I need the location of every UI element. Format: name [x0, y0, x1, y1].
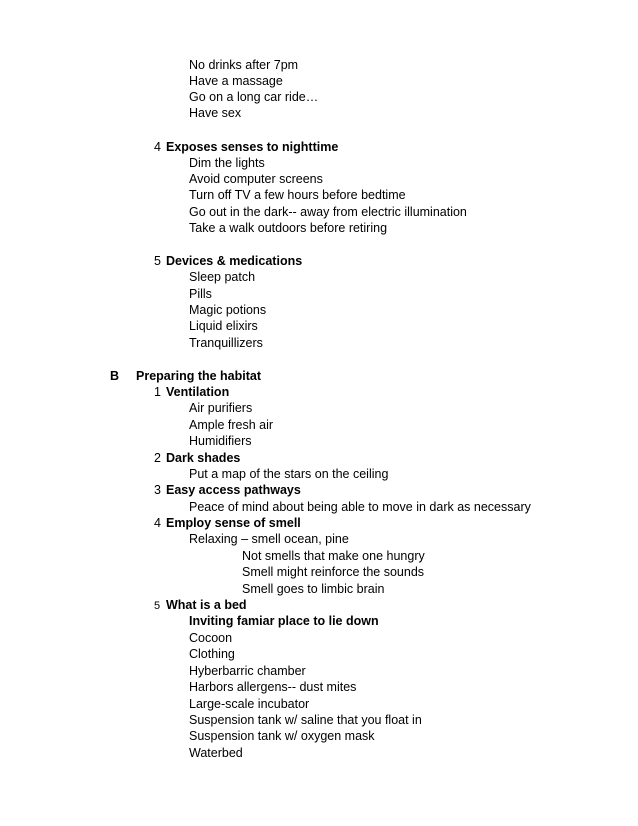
section-heading: Devices & medications	[166, 254, 303, 268]
list-item: Large-scale incubator	[189, 697, 310, 711]
list-item: Waterbed	[189, 746, 243, 760]
section-number: 5	[154, 600, 161, 612]
list-item: Turn off TV a few hours before bedtime	[189, 188, 406, 202]
section-number: 4	[154, 140, 161, 154]
list-item: Cocoon	[189, 631, 233, 645]
section-heading: Easy access pathways	[166, 483, 301, 497]
list-item: Air purifiers	[189, 401, 253, 415]
section-heading: Dark shades	[166, 451, 241, 465]
section-heading: Exposes senses to nighttime	[166, 140, 339, 154]
list-item: Peace of mind about being able to move in dark as necessary	[189, 500, 531, 514]
sub-list-item: Not smells that make one hungry	[242, 549, 425, 563]
list-item: Have a massage	[189, 74, 283, 88]
list-item: Suspension tank w/ oxygen mask	[189, 729, 375, 743]
section-number: 2	[154, 451, 161, 465]
list-item: Ample fresh air	[189, 418, 274, 432]
list-item: Go out in the dark-- away from electric illumination	[189, 205, 467, 219]
section-heading: Ventilation	[166, 385, 230, 399]
section-heading: What is a bed	[166, 598, 247, 612]
list-item: Put a map of the stars on the ceiling	[189, 467, 389, 481]
list-item: Sleep patch	[189, 270, 256, 284]
part-heading: Preparing the habitat	[136, 369, 262, 383]
section-number: 5	[154, 254, 161, 268]
list-item: Pills	[189, 287, 212, 301]
sub-list-item: Smell might reinforce the sounds	[242, 565, 425, 579]
list-item: Take a walk outdoors before retiring	[189, 221, 388, 235]
list-item: Liquid elixirs	[189, 319, 258, 333]
section-number: 1	[154, 385, 161, 399]
section-number: 3	[154, 483, 161, 497]
list-item: Harbors allergens-- dust mites	[189, 680, 357, 694]
list-item: Clothing	[189, 647, 235, 661]
sub-list-item: Smell goes to limbic brain	[242, 582, 385, 596]
list-item: Magic potions	[189, 303, 267, 317]
list-item: Hyberbarric chamber	[189, 664, 306, 678]
list-item: Humidifiers	[189, 434, 252, 448]
list-item: Relaxing – smell ocean, pine	[189, 532, 349, 546]
list-item-emphasis: Inviting famiar place to lie down	[189, 614, 379, 628]
list-item: Tranquillizers	[189, 336, 263, 350]
list-item: No drinks after 7pm	[189, 58, 299, 72]
part-letter: B	[110, 369, 120, 383]
list-item: Avoid computer screens	[189, 172, 323, 186]
list-item: Have sex	[189, 106, 242, 120]
list-item: Go on a long car ride…	[189, 90, 319, 104]
section-number: 4	[154, 516, 161, 530]
list-item: Suspension tank w/ saline that you float in	[189, 713, 422, 727]
section-heading: Employ sense of smell	[166, 516, 301, 530]
list-item: Dim the lights	[189, 156, 265, 170]
